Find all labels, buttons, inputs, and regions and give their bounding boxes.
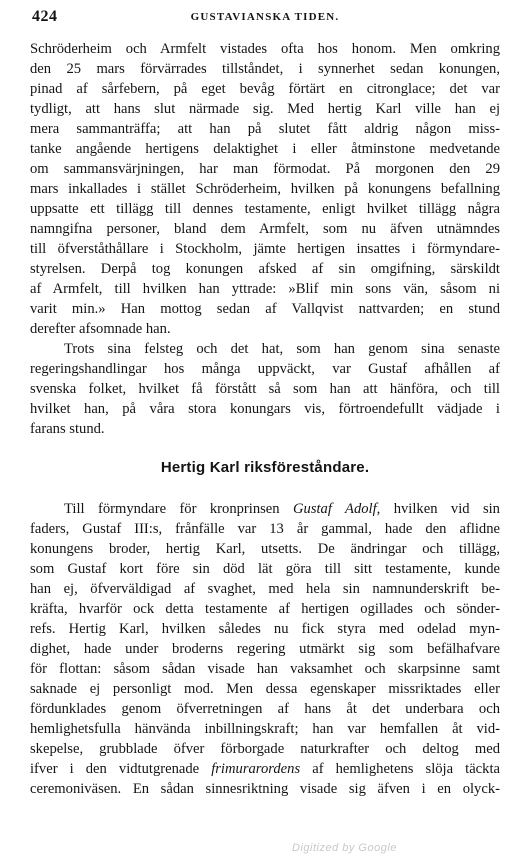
body-text-part-2	[30, 499, 500, 799]
text-line: konungens broder, hertig Karl, utsetts. De ändringar och tillägg,	[30, 541, 500, 557]
text-line: styrelsen. Derpå tog konungen afsked af sin omgifning, särskildt	[30, 261, 500, 277]
text-line: uppsatte ett tillägg till dennes testamente, enligt hvilket tillägg några	[30, 201, 500, 217]
text-line: ifver i den vidtutgrenade frimurarordens af hemlighetens slöja täckta	[30, 761, 500, 777]
text-line: af Armfelt, till hvilken han yttrade: »Blif min sons vän, såsom ni	[30, 281, 500, 297]
text-line: svenska folket, hvilket få förstått så som han att hänföra, och till	[30, 381, 500, 397]
text-line: hvilket han, på våra stora konungars vis, förtroendefullt vädjade i	[30, 401, 500, 417]
text-line: skepelse, grubblade öfver förborgade naturkrafter och deltog med	[30, 741, 500, 757]
text-line: till öfverståthållare i Stockholm, jämte hertigen insattes i förmyndare-	[30, 241, 500, 257]
text-line: Schröderheim och Armfelt vistades ofta hos honom. Men omkring	[30, 41, 500, 57]
text-line: mars inkallades i stället Schröderheim, hvilken på konungens befallning	[30, 181, 500, 197]
text-line: saknade ej personligt mod. Men dessa egenskaper missriktades eller	[30, 681, 500, 697]
page-number: 424	[32, 8, 58, 25]
section-heading: Hertig Karl riksföreståndare.	[160, 459, 370, 476]
text-line: tanke angående hertigens delaktighet i eller åtminstone medvetande	[30, 141, 500, 157]
text-line: hemlighetsfulla hänvända inbillningskraft; han var hemfallen åt vid-	[30, 721, 500, 737]
body-text-part-1	[30, 39, 500, 439]
page-header	[30, 8, 500, 30]
italic-term: frimurarordens	[211, 761, 301, 777]
text-line: för flottan: såsom sådan visade han vaksamhet och skarpsinne samt	[30, 661, 500, 677]
text-line: fördunklades genom öfverretningen af hans åt det underbara och	[30, 701, 500, 717]
paragraph-3	[30, 499, 500, 799]
digitization-watermark: Digitized by Google	[292, 842, 397, 854]
text-line: varit min.» Han mottog sedan af Vallqvist nattvarden; en stund	[30, 301, 500, 317]
text-line: dighet, hade under broderns regering utmärkt sig som befälhafvare	[30, 641, 500, 657]
text-line: ceremoniväsen. En sådan sinnesriktning visade sig äfven i en olyck-	[30, 781, 500, 797]
paragraph-1-last-line	[30, 319, 500, 339]
text-line: derefter afsomnade han.	[30, 321, 171, 337]
text-line: farans stund.	[30, 421, 105, 437]
italic-name: Gustaf Adolf,	[292, 501, 381, 517]
text-line: regeringshandlingar hos många uppväckt, var Gustaf afhållen af	[30, 361, 500, 377]
text-line: namngifna personer, bland dem Armfelt, som nu äfven utnämndes	[30, 221, 500, 237]
paragraph-2-last-line	[30, 419, 500, 439]
text-line: refs. Hertig Karl, hvilken således nu fick styra med odelad myn-	[30, 621, 500, 637]
text-line: mera sammanträffa; att han på slutet fått aldrig någon miss-	[30, 121, 500, 137]
text-line: tydligt, att hans slut närmade sig. Med hertig Karl ville han ej	[30, 101, 500, 117]
text-line: faders, Gustaf III:s, frånfälle var 13 år gammal, hade den aflidne	[30, 521, 500, 537]
text-line: han ej, öfverväldigad af svaghet, med hela sin namnunderskrift be-	[30, 581, 500, 597]
paragraph-2	[30, 339, 500, 419]
text-line: pinad af sårfebern, på eget bevåg förtärt en citronglace; det var	[30, 81, 500, 97]
text-line: som Gustaf kort före sin död lät göra till sitt testamente, kunde	[30, 561, 500, 577]
running-title: GUSTAVIANSKA TIDEN.	[190, 11, 340, 23]
text-line: kräfta, hvarför ock detta testamente af hertigen ogillades och sönder-	[30, 601, 500, 617]
text-line: den 25 mars förvärrades tillståndet, i synnerhet sedan konungen,	[30, 61, 500, 77]
text-line: om sammansvärjningen, har man förmodat. På morgonen den 29	[30, 161, 500, 177]
paragraph-1	[30, 39, 500, 319]
text-line: Till förmyndare för kronprinsen Gustaf Adolf, hvilken vid sin	[64, 501, 500, 517]
text-line: Trots sina felsteg och det hat, som han genom sina senaste	[64, 341, 500, 357]
